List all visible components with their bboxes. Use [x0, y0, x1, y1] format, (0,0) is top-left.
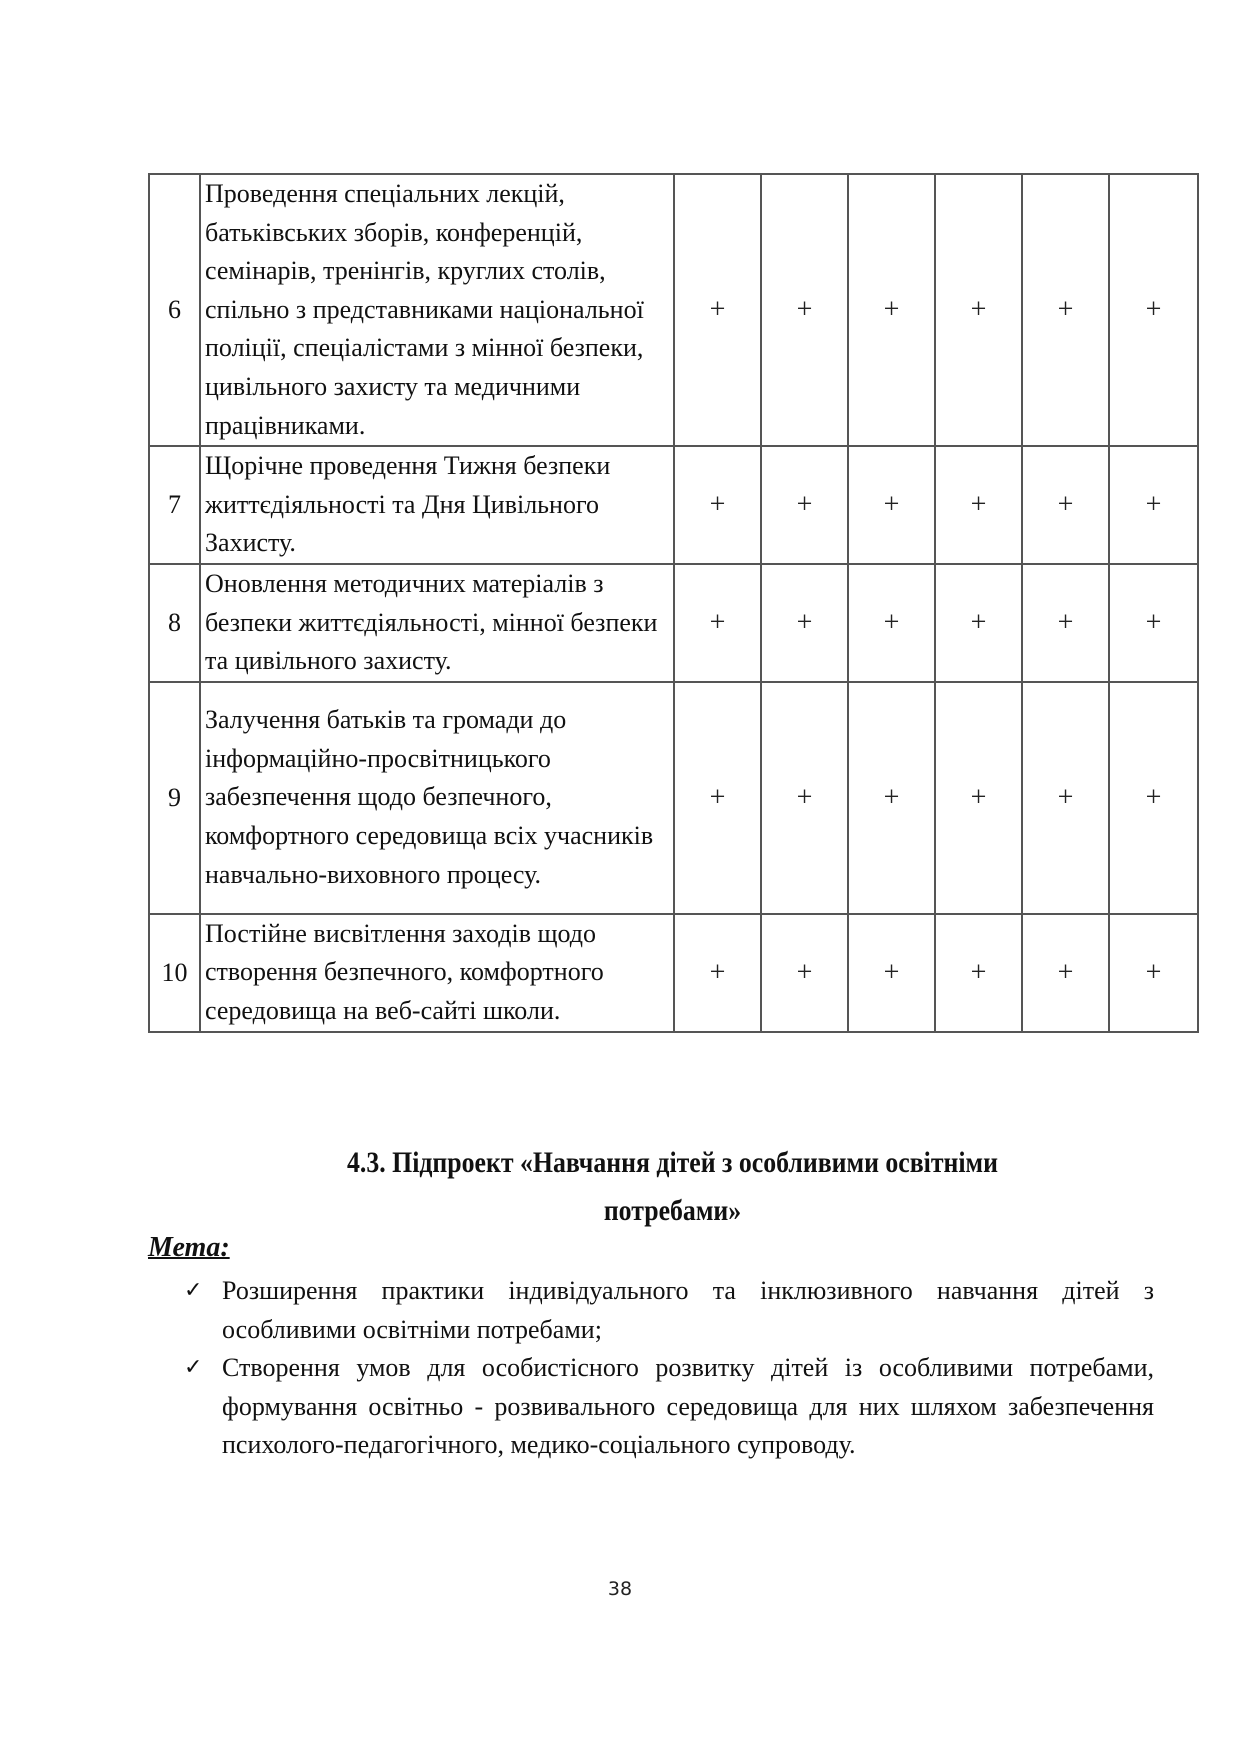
plus-mark: +	[674, 682, 761, 914]
plus-mark: +	[1022, 174, 1109, 446]
goal-item	[184, 1272, 1154, 1349]
goals-list	[184, 1272, 1154, 1465]
plus-mark: +	[1109, 174, 1198, 446]
plus-mark: +	[935, 914, 1022, 1032]
plus-mark: +	[674, 564, 761, 682]
plus-mark: +	[848, 446, 935, 564]
plus-mark: +	[848, 682, 935, 914]
activities-table	[148, 173, 1199, 1033]
row-number: 10	[149, 914, 200, 1032]
section-heading-continued: потребами»	[603, 1194, 742, 1227]
checkmark-icon: ✓	[184, 1278, 203, 1303]
table-row	[149, 682, 1198, 914]
plus-mark: +	[1022, 564, 1109, 682]
plus-mark: +	[1109, 446, 1198, 564]
plus-mark: +	[761, 446, 848, 564]
plus-mark: +	[1109, 914, 1198, 1032]
table-row	[149, 564, 1198, 682]
row-number: 9	[149, 682, 200, 914]
plus-mark: +	[1022, 446, 1109, 564]
plus-mark: +	[935, 682, 1022, 914]
goal-item	[184, 1349, 1154, 1465]
row-number: 7	[149, 446, 200, 564]
plus-mark: +	[1109, 682, 1198, 914]
goal-text: Створення умов для особистісного розвитку дітей із особливими потребами, формування освітньо - розвивального середовища для них шляхом забезпечення психолого-педагогічного, медико-соціального супроводу.	[222, 1353, 1154, 1459]
activity-description: Залучення батьків та громади до інформаційно-просвітницького забезпечення щодо безпечного, комфортного середовища всіх учасників навчально-виховного процесу.	[200, 682, 674, 914]
plus-mark: +	[761, 682, 848, 914]
plus-mark: +	[848, 564, 935, 682]
section-heading: 4.3. Підпроект «Навчання дітей з особливими освітніми	[346, 1146, 999, 1179]
plus-mark: +	[848, 174, 935, 446]
activity-description: Проведення спеціальних лекцій, батьківських зборів, конференцій, семінарів, тренінгів, круглих столів, спільно з представниками національної поліції, спеціалістами з мінної безпеки, цивільного захисту та медичними працівниками.	[200, 174, 674, 446]
table-row	[149, 174, 1198, 446]
page-number: 38	[607, 1578, 633, 1600]
plus-mark: +	[674, 914, 761, 1032]
checkmark-icon: ✓	[184, 1355, 203, 1380]
activity-description: Оновлення методичних матеріалів з безпеки життєдіяльності, мінної безпеки та цивільного захисту.	[200, 564, 674, 682]
plus-mark: +	[674, 446, 761, 564]
goal-text: Розширення практики індивідуального та інклюзивного навчання дітей з особливими освітніми потребами;	[222, 1276, 1154, 1344]
row-number: 8	[149, 564, 200, 682]
plus-mark: +	[935, 174, 1022, 446]
plus-mark: +	[761, 914, 848, 1032]
plus-mark: +	[1109, 564, 1198, 682]
plus-mark: +	[848, 914, 935, 1032]
plus-mark: +	[935, 564, 1022, 682]
plus-mark: +	[761, 174, 848, 446]
activity-description: Щорічне проведення Тижня безпеки життєдіяльності та Дня Цивільного Захисту.	[200, 446, 674, 564]
plus-mark: +	[1022, 914, 1109, 1032]
row-number: 6	[149, 174, 200, 446]
plus-mark: +	[674, 174, 761, 446]
activity-description: Постійне висвітлення заходів щодо створення безпечного, комфортного середовища на веб-сайті школи.	[200, 914, 674, 1032]
goal-label: Мета:	[148, 1232, 230, 1263]
plus-mark: +	[761, 564, 848, 682]
table-row	[149, 446, 1198, 564]
table-row	[149, 914, 1198, 1032]
plus-mark: +	[935, 446, 1022, 564]
plus-mark: +	[1022, 682, 1109, 914]
